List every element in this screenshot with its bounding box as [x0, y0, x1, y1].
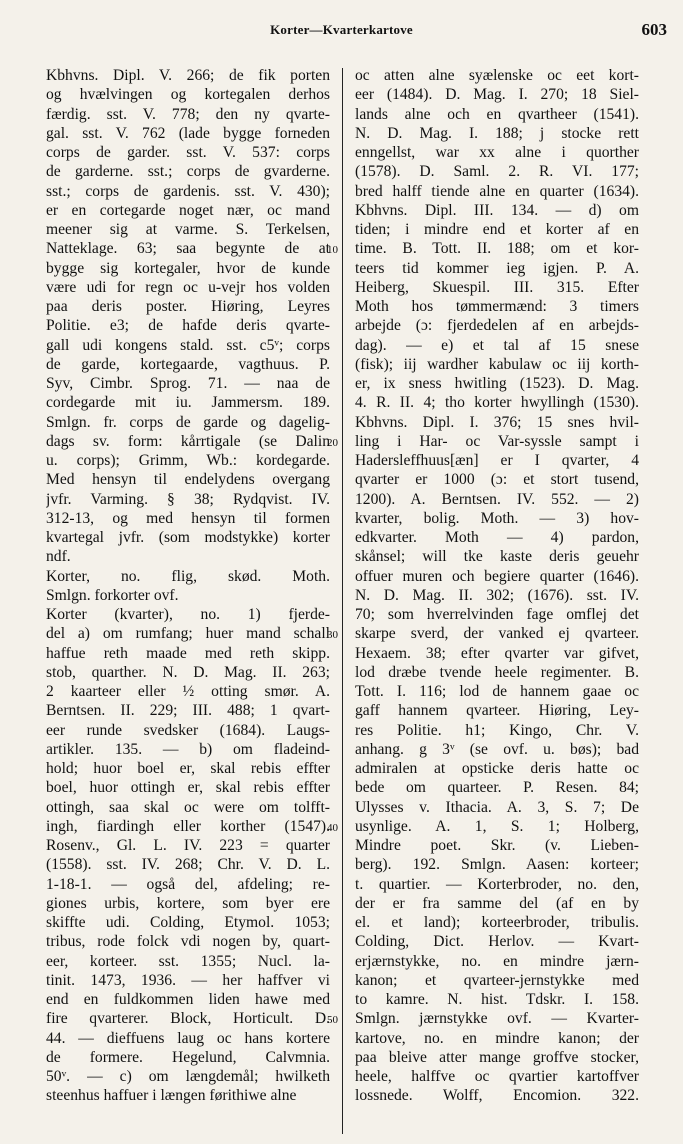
- text-line: gall udi kongens stald. sst. c5ᵛ; corps: [46, 336, 330, 354]
- text-line: Tott. I. 116; lod de hannem gaae oc: [355, 683, 639, 700]
- text-line: 1-18-1. — også del, afdeling; re-: [46, 875, 330, 893]
- text-line: Rosenv., Gl. L. IV. 223 = quarter: [46, 837, 330, 854]
- text-line: (1558). sst. IV. 268; Chr. V. D. L.: [46, 856, 330, 874]
- text-line: Korter (kvarter), no. 1) fjerde-: [46, 606, 330, 623]
- text-line: usynlige. A. 1, S. 1; Holberg,: [355, 817, 639, 835]
- text-line: Kbhvns. Dipl. III. 134. — d) om: [355, 201, 639, 219]
- text-line: lands alne och en qvartheer (1541).: [355, 105, 639, 123]
- text-line: bede om quarteer. P. Resen. 84;: [355, 779, 639, 797]
- text-line: cordegarde mit iu. Jammersm. 189.: [46, 394, 330, 412]
- text-line: gal. sst. V. 762 (lade bygge forneden: [46, 124, 330, 142]
- text-line: sst.; corps de gardenis. sst. V. 430);: [46, 182, 330, 200]
- text-line: paa bleive atter mange groffve stocker,: [355, 1048, 639, 1066]
- text-line: time. B. Tott. II. 188; om et kor-: [355, 240, 639, 258]
- text-line: edkvarter. Moth — 4) pardon,: [355, 529, 639, 546]
- text-line: Mindre poet. Skr. (v. Lieben-: [355, 837, 639, 854]
- text-line: er en cortegarde noget nær, oc mand: [46, 201, 330, 219]
- text-line: Kbhvns. Dipl. V. 266; de fik porten: [46, 67, 330, 84]
- text-line: tinit. 1473, 1936. — her haffver vi: [46, 971, 330, 989]
- line-number: 30: [327, 629, 338, 641]
- text-line: 4. R. II. 4; tho korter hwyllingh (1530).: [355, 394, 639, 412]
- text-line: del a) om rumfang; huer mand schall: [46, 625, 330, 643]
- text-line: ling i Har- oc Var-syssle sampt i: [355, 432, 639, 450]
- text-line: Berntsen. II. 229; III. 488; 1 qvart-: [46, 702, 330, 720]
- text-line: Korter, no. flig, skød. Moth.: [46, 567, 330, 585]
- text-line: heele, halffve oc qvartier kartoffver: [355, 1068, 639, 1085]
- text-line: enngellst, war xx alne i quorther: [355, 144, 639, 161]
- text-line: boel, huor ottingh er, skal rebis effter: [46, 779, 330, 797]
- text-line: eer (1484). D. Mag. I. 270; 18 Siel-: [355, 86, 639, 104]
- text-line: Kbhvns. Dipl. I. 376; 15 snes hvil-: [355, 413, 639, 431]
- text-line: end en fuldkommen liden hawe med: [46, 991, 330, 1008]
- text-line: der er fra samme del (af en by: [355, 894, 639, 912]
- text-line: Moth hos tømmermænd: 3 timers: [355, 298, 639, 315]
- text-line: 312-13, og med hensyn til formen: [46, 509, 330, 527]
- text-line: 44. — dieffuens laug oc hans kortere: [46, 1029, 330, 1047]
- text-line: erjærnstykke, no. en mindre jærn-: [355, 952, 639, 970]
- text-line: tiden; i mindre end et korter af en: [355, 221, 639, 238]
- text-line: stob, quarther. N. D. Mag. II. 263;: [46, 663, 330, 681]
- text-line: Smlgn. fr. corps de garde og dagelig-: [46, 413, 330, 431]
- text-line: dags sv. form: kårrtigale (se Dalin: [46, 432, 330, 450]
- text-line: corps de garder. sst. V. 537: corps: [46, 144, 330, 161]
- page-number: 603: [641, 20, 667, 39]
- text-line: meener sig at varme. S. Terkelsen,: [46, 221, 330, 238]
- page-header: [0, 22, 683, 46]
- text-line: N. D. Mag. II. 302; (1676). sst. IV.: [355, 586, 639, 604]
- text-line: teers tid kommer ieg igjen. P. A.: [355, 259, 639, 277]
- text-line: arbejde (ɔ: fjerdedelen af en arbejds-: [355, 317, 639, 335]
- text-line: t. quartier. — Korterbroder, no. den,: [355, 875, 639, 893]
- text-line: skånsel; will tke kaste deris geuehr: [355, 548, 639, 566]
- text-line: N. D. Mag. I. 188; j stocke rett: [355, 124, 639, 142]
- text-line: tribus, rode folck vdi nogen by, quart-: [46, 933, 330, 951]
- text-line: u. corps); Grimm, Wb.: kordegarde.: [46, 452, 330, 469]
- line-number: 50: [327, 1014, 338, 1026]
- text-line: Colding, Dict. Herlov. — Kvart-: [355, 933, 639, 951]
- text-line: berg). 192. Smlgn. Aasen: korteer;: [355, 856, 639, 874]
- text-line: 1200). A. Berntsen. IV. 552. — 2): [355, 490, 639, 508]
- text-line: Syv, Cimbr. Sprog. 71. — naa de: [46, 375, 330, 392]
- text-line: giones urbis, kortere, som byer ere: [46, 894, 330, 912]
- text-line: paa deris poster. Hiøring, Leyres: [46, 298, 330, 315]
- text-line: kvartegal jvfr. (som modstykke) korter: [46, 529, 330, 546]
- text-line: qvarter er 1000 (ɔ: et stort tusend,: [355, 471, 639, 489]
- text-line: de garde, kortegaarde, vagthuus. P.: [46, 355, 330, 373]
- line-number: 40: [327, 822, 338, 834]
- text-line: bred halff tiende alne en quarter (1634).: [355, 182, 639, 200]
- text-line: 50ᵛ. — c) om længdemål; hwilketh: [46, 1068, 330, 1085]
- text-line: eer runde svedsker (1684). Laugs-: [46, 721, 330, 739]
- text-line: ingh, fiardingh eller korther (1547).: [46, 817, 330, 835]
- text-line: steenhus haffuer i længen førithiwe alne: [46, 1087, 297, 1105]
- text-line: lod dræbe tvende heele regimenter. B.: [355, 663, 639, 681]
- text-line: jvfr. Varming. § 38; Rydqvist. IV.: [46, 490, 330, 508]
- line-number: 10: [327, 244, 338, 256]
- text-line: el. et land); korteerbroder, tribulis.: [355, 914, 639, 931]
- text-line: 2 kaarteer eller ½ otting smør. A.: [46, 683, 330, 700]
- text-line: lossnede. Wolff, Encomion. 322.: [355, 1087, 639, 1105]
- text-line: Hexaem. 38; efter qvarter var gifvet,: [355, 644, 639, 662]
- text-line: offuer muren och begiere quarter (1646).: [355, 567, 639, 585]
- line-number: 20: [327, 437, 338, 449]
- text-line: skarpe sverd, der vanked ej qvarteer.: [355, 625, 639, 643]
- left-column: [46, 66, 330, 1106]
- text-line: ndf.: [46, 548, 71, 566]
- text-line: artikler. 135. — b) om fladeind-: [46, 740, 330, 758]
- text-line: ottingh, saa skal oc were om tolfft-: [46, 798, 330, 816]
- text-line: hold; huor boel er, skal rebis effter: [46, 760, 330, 777]
- text-line: være udi for regn oc u-vejr hos volden: [46, 278, 330, 296]
- text-line: Smlgn. jærnstykke ovf. — Kvarter-: [355, 1010, 639, 1028]
- text-line: anhang. g 3ᵛ (se ovf. u. bøs); bad: [355, 740, 639, 758]
- text-line: Hadersleffhuus[æn] er I qvarter, 4: [355, 452, 639, 469]
- text-line: Smlgn. forkorter ovf.: [46, 586, 179, 604]
- text-line: kvarter, bolig. Moth. — 3) hov-: [355, 509, 639, 527]
- text-line: Med hensyn til endelydens overgang: [46, 471, 330, 489]
- text-line: (fisk); iij wardher kabulaw oc iij korth-: [355, 355, 639, 373]
- text-line: dag). — e) et tal af 15 snese: [355, 336, 639, 354]
- text-line: oc atten alne syælenske oc eet kort-: [355, 67, 639, 84]
- text-line: 70; som hverrelvinden fage omflej det: [355, 606, 639, 623]
- text-line: to kamre. N. hist. Tdskr. I. 158.: [355, 991, 639, 1008]
- text-line: kartove, no. en mindre kanon; der: [355, 1029, 639, 1047]
- running-title: Korter—Kvarterkartove: [270, 22, 413, 37]
- text-line: færdig. sst. V. 778; den ny qvarte-: [46, 105, 330, 123]
- text-line: haffue reth maade med reth skipp.: [46, 644, 330, 662]
- text-line: admiralen at opsticke deris hatte oc: [355, 760, 639, 777]
- text-line: og hvælvingen og kortegalen derhos: [46, 86, 330, 104]
- text-line: bygge sig kortegaler, hvor de kunde: [46, 259, 330, 277]
- text-line: Natteklage. 63; saa begynte de at: [46, 240, 330, 258]
- text-line: skiffte udi. Colding, Etymol. 1053;: [46, 914, 330, 931]
- text-line: er, ix sness hwitling (1523). D. Mag.: [355, 375, 639, 392]
- text-line: fire qvarterer. Block, Horticult. D.: [46, 1010, 330, 1028]
- text-line: (1578). D. Saml. 2. R. VI. 177;: [355, 163, 639, 181]
- text-line: Heiberg, Skuespil. III. 315. Efter: [355, 278, 639, 296]
- text-line: res Politie. h1; Kingo, Chr. V.: [355, 721, 639, 739]
- text-line: kanon; et qvarteer-jernstykke med: [355, 971, 639, 989]
- text-line: de formere. Hegelund, Calvmnia.: [46, 1048, 330, 1066]
- text-line: de garderne. sst.; corps de gvarderne.: [46, 163, 330, 181]
- text-line: Ulysses v. Ithacia. A. 3, S. 7; De: [355, 798, 639, 816]
- right-column: [355, 66, 639, 1106]
- text-line: Politie. e3; de hafde deris qvarte-: [46, 317, 330, 335]
- column-divider: [342, 68, 343, 1134]
- text-line: eer, korteer. sst. 1355; Nucl. la-: [46, 952, 330, 970]
- text-line: gaff hannem qvarteer. Hiøring, Ley-: [355, 702, 639, 720]
